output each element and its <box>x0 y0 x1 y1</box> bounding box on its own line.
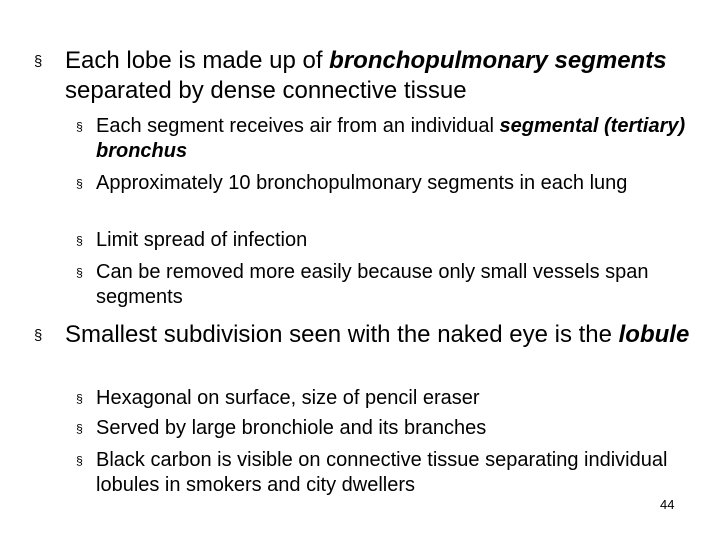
bullet-text: Approximately 10 bronchopulmonary segments in each lung <box>96 172 628 194</box>
bullet-text: Black carbon is visible on connective tissue separating individual lobules in smokers and city dwellers <box>96 449 668 496</box>
emphasis-term: segmental (tertiary) bronchus <box>96 115 686 162</box>
emphasis-term: bronchopulmonary segments <box>329 47 667 74</box>
bullet-lobe-segments <box>34 46 694 106</box>
sub-bullet-bronchiole <box>76 416 701 441</box>
bullet-marker: § <box>76 120 83 134</box>
bullet-text: Can be removed more easily because only small vessels span segments <box>96 261 649 308</box>
bullet-lobule <box>34 320 694 350</box>
sub-bullet-segment-bronchus <box>76 114 701 164</box>
bullet-text: Each lobe is made up of bronchopulmonary segments separated by dense connective tissue <box>65 47 667 104</box>
bullet-marker: § <box>76 177 83 191</box>
sub-bullet-removal <box>76 260 701 310</box>
sub-bullet-limit-infection <box>76 228 701 253</box>
sub-bullet-hexagonal <box>76 386 701 411</box>
page-number: 44 <box>660 497 675 512</box>
bullet-marker: § <box>34 54 43 70</box>
bullet-marker: § <box>76 392 83 406</box>
bullet-text: Limit spread of infection <box>96 229 308 251</box>
bullet-text: Smallest subdivision seen with the naked eye is the lobule <box>65 321 690 348</box>
sub-bullet-segment-count <box>76 171 701 196</box>
bullet-marker: § <box>76 266 83 280</box>
bullet-marker: § <box>76 422 83 436</box>
bullet-marker: § <box>76 234 83 248</box>
bullet-text: Hexagonal on surface, size of pencil eraser <box>96 387 480 409</box>
bullet-marker: § <box>34 328 43 344</box>
bullet-text: Served by large bronchiole and its branches <box>96 417 487 439</box>
emphasis-term: lobule <box>618 321 690 348</box>
bullet-text: Each segment receives air from an individual segmental (tertiary) bronchus <box>96 115 686 162</box>
sub-bullet-black-carbon <box>76 448 701 498</box>
bullet-marker: § <box>76 454 83 468</box>
